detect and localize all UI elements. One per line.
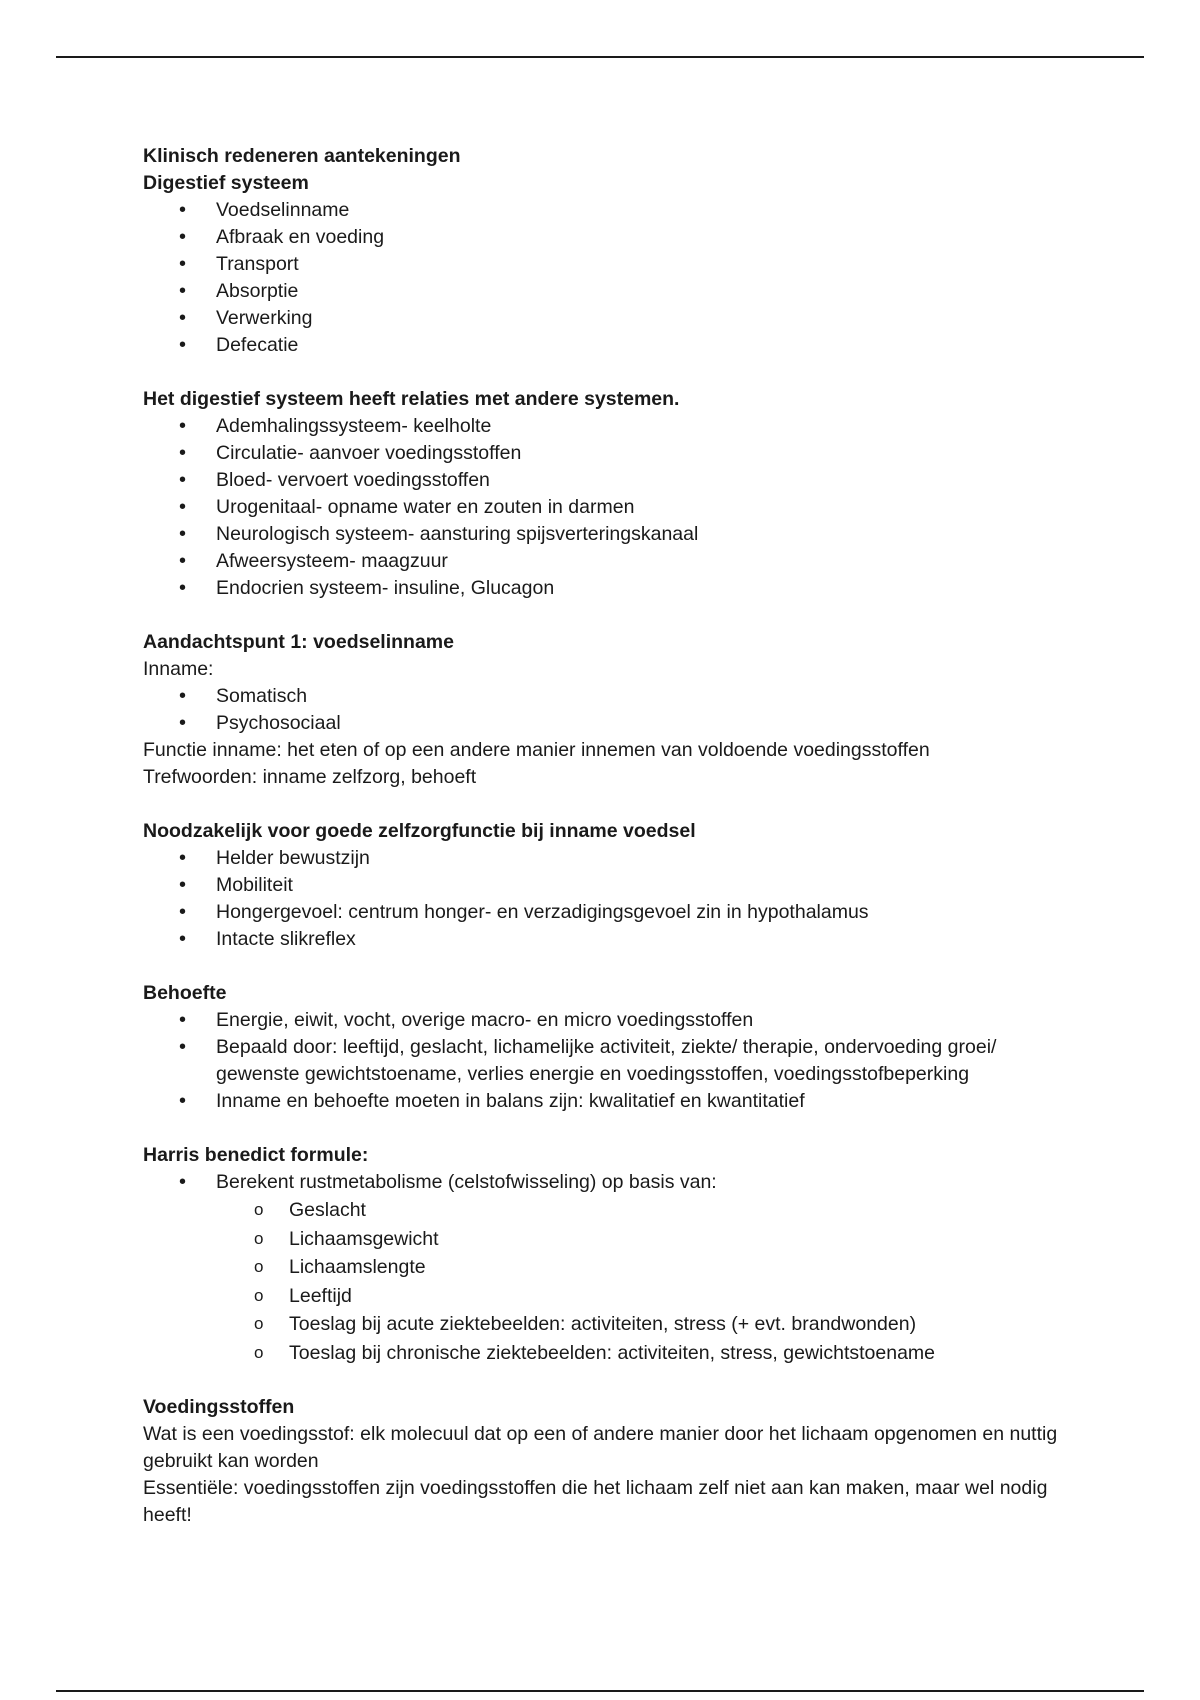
bullet-list [143, 413, 1073, 602]
footer-rule [56, 1690, 1144, 1692]
list-item: • Verwerking [143, 305, 1073, 332]
section-heading: Noodzakelijk voor goede zelfzorgfunctie bij inname voedsel [143, 820, 696, 842]
list-item: • Voedselinname [143, 197, 1073, 224]
list-item: • Mobiliteit [143, 872, 1073, 899]
section-heading: Harris benedict formule: [143, 1144, 369, 1166]
list-item: • Transport [143, 251, 1073, 278]
list-item: • Afweersysteem- maagzuur [143, 548, 1073, 575]
list-item: • Helder bewustzijn [143, 845, 1073, 872]
list-item-text: Berekent rustmetabolisme (celstofwisseling) op basis van: [216, 1171, 717, 1193]
section-heading: Behoefte [143, 982, 227, 1004]
sub-list-item: o Lichaamsgewicht [143, 1225, 1073, 1254]
section-heading: Digestief systeem [143, 172, 309, 194]
bullet-list [143, 1007, 1073, 1115]
paragraph: Wat is een voedingsstof: elk molecuul dat op een of andere manier door het lichaam opgenomen en nuttig gebruikt kan worden [143, 1423, 1058, 1472]
bullet-list [143, 845, 1073, 953]
list-item: • Somatisch [143, 683, 1073, 710]
paragraph: Essentiële: voedingsstoffen zijn voedingsstoffen die het lichaam zelf niet aan kan maken, maar wel nodig heeft! [143, 1477, 1048, 1526]
bullet-list [143, 197, 1073, 359]
document-title: Klinisch redeneren aantekeningen [143, 145, 461, 167]
list-item [143, 1169, 1073, 1367]
list-item: • Afbraak en voeding [143, 224, 1073, 251]
list-item: • Neurologisch systeem- aansturing spijsverteringskanaal [143, 521, 1073, 548]
list-item: • Ademhalingssysteem- keelholte [143, 413, 1073, 440]
header-rule [56, 56, 1144, 58]
section-heading: Het digestief systeem heeft relaties met andere systemen. [143, 388, 680, 410]
sub-list-item: o Geslacht [143, 1196, 1073, 1225]
paragraph: Inname: [143, 658, 214, 680]
spacer [143, 602, 1073, 629]
spacer [143, 1115, 1073, 1142]
section-heading: Voedingsstoffen [143, 1396, 295, 1418]
bullet-list [143, 1169, 1073, 1367]
spacer [143, 791, 1073, 818]
document-body [143, 143, 1073, 1529]
paragraph: Trefwoorden: inname zelfzorg, behoeft [143, 766, 477, 788]
sub-list-item: o Leeftijd [143, 1282, 1073, 1311]
list-item: • Energie, eiwit, vocht, overige macro- en micro voedingsstoffen [143, 1007, 1073, 1034]
sub-bullet-list [216, 1196, 1073, 1367]
paragraph: Functie inname: het eten of op een andere manier innemen van voldoende voedingsstoffen [143, 739, 930, 761]
list-item: • Bepaald door: leeftijd, geslacht, lichamelijke activiteit, ziekte/ therapie, ondervoeding groei/ gewenste gewichtstoename, verlies energie en voedingsstoffen, voedingsstofbeperking [143, 1034, 1073, 1088]
list-item: • Inname en behoefte moeten in balans zijn: kwalitatief en kwantitatief [143, 1088, 1073, 1115]
list-item: • Hongergevoel: centrum honger- en verzadigingsgevoel zin in hypothalamus [143, 899, 1073, 926]
list-item: • Absorptie [143, 278, 1073, 305]
list-item: • Defecatie [143, 332, 1073, 359]
list-item: • Psychosociaal [143, 710, 1073, 737]
spacer [143, 953, 1073, 980]
section-heading: Aandachtspunt 1: voedselinname [143, 631, 454, 653]
list-item: • Endocrien systeem- insuline, Glucagon [143, 575, 1073, 602]
list-item: • Circulatie- aanvoer voedingsstoffen [143, 440, 1073, 467]
sub-list-item: o Lichaamslengte [143, 1253, 1073, 1282]
bullet-list [143, 683, 1073, 737]
list-item: • Intacte slikreflex [143, 926, 1073, 953]
spacer [143, 359, 1073, 386]
spacer [143, 1367, 1073, 1394]
sub-list-item: o Toeslag bij chronische ziektebeelden: activiteiten, stress, gewichtstoename [143, 1339, 1073, 1368]
list-item: • Urogenitaal- opname water en zouten in darmen [143, 494, 1073, 521]
list-item: • Bloed- vervoert voedingsstoffen [143, 467, 1073, 494]
sub-list-item: o Toeslag bij acute ziektebeelden: activiteiten, stress (+ evt. brandwonden) [143, 1310, 1073, 1339]
